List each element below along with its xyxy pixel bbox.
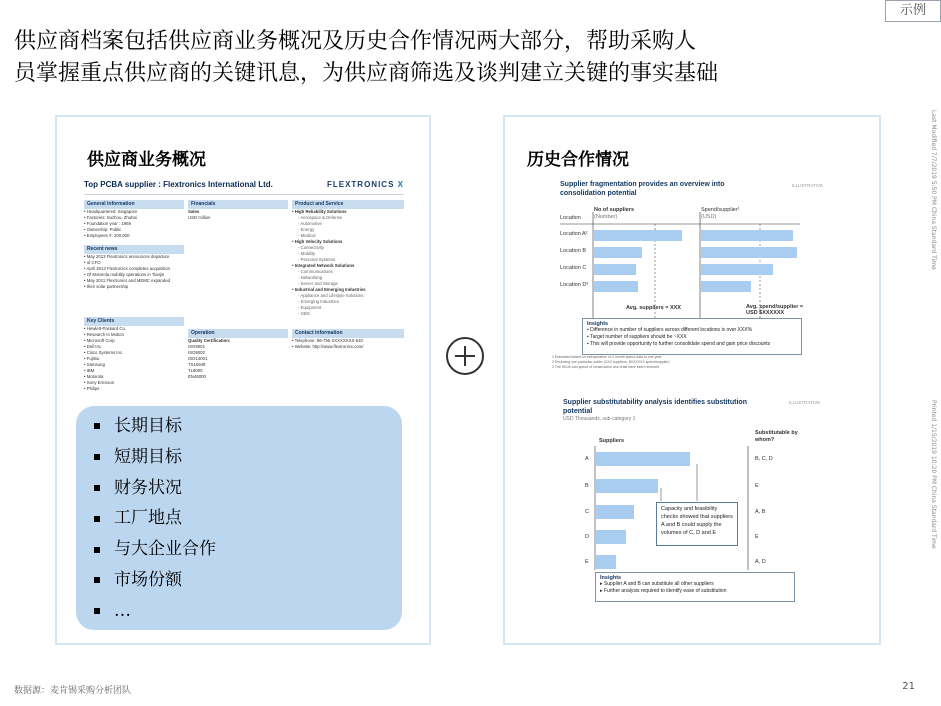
key-item-label: 长期目标: [114, 416, 182, 436]
last-modified-note: Last Modified 7/7/2019 5:50 PM China Standard Time: [930, 110, 937, 270]
business-overview-title: 供应商业务概况: [87, 150, 206, 170]
operation-list: [188, 338, 288, 380]
substitute-b: E: [755, 483, 759, 489]
key-clients-box: [84, 317, 184, 400]
financials-list: [188, 209, 288, 221]
client-line: • Research In Motion: [84, 332, 124, 337]
insight-1-3: ▪ This will provide opportunity to further consolidate spend and gain price discounts: [587, 341, 771, 347]
news-line: • Of Motorola mobility operations in Tianjin: [84, 272, 165, 277]
product-service-line: - Server and Storage: [298, 281, 338, 286]
op-line: ISO9001: [188, 344, 205, 349]
op-line: EN46000: [188, 374, 206, 379]
supplier-bar-a: [596, 452, 690, 466]
square-bullet-icon: [94, 485, 100, 491]
footnote-3: 3 The SKUs and spend of construction and retail have been removed: [552, 365, 660, 369]
product-service-line: - Medical: [298, 233, 316, 238]
substitute-c: A, B: [755, 509, 766, 515]
insights-title-2: Insights: [600, 575, 622, 581]
substitute-e: A, D: [755, 559, 766, 565]
product-service-box: [292, 200, 404, 324]
insight-1-2: ▪ Target number of suppliers should be ~XXX: [587, 334, 687, 340]
client-line: • Cisco Systems Inc.: [84, 350, 124, 355]
location-b: Location B: [560, 248, 586, 254]
col-no-suppliers: No of suppliers: [594, 207, 635, 213]
capacity-callout: Capacity and feasibility checks showed that suppliers A and B could supply the volumes of C, D and E: [656, 502, 738, 546]
square-bullet-icon: [94, 454, 100, 460]
headline: [14, 26, 874, 90]
suppliers-column-header: Suppliers: [599, 438, 625, 444]
footnote-2: 2 Excluding one particular outlier (XXX suppliers, $XXXXXX spend/supplier): [552, 360, 670, 364]
product-service-line: - Networking: [298, 275, 323, 280]
spend-bar-b: [701, 247, 797, 258]
contact-info-box: [292, 329, 404, 369]
product-service-line: - Energy: [298, 227, 315, 232]
flextronics-logo: FLEXTRONICS X: [326, 180, 404, 189]
supplier-bar-c: [596, 505, 634, 519]
recent-news-list: [84, 254, 184, 290]
illustrative-tag-2: ILLUSTRATIVE: [789, 400, 821, 405]
financials-header: Financials: [188, 200, 288, 209]
client-line: • Fujitsu: [84, 356, 100, 361]
fragmentation-chart: [552, 180, 860, 370]
spend-bar-d: [701, 281, 751, 292]
gen-line: • Factories: Suzhou, Zhuhai: [84, 215, 137, 220]
contact-line: • Telephone: 86-755 XXXXXXXX-610: [292, 338, 363, 343]
supplier-c: C: [585, 509, 589, 515]
client-line: • Hewlett-Packard Co.: [84, 326, 127, 331]
product-service-line: - Mobility: [298, 251, 316, 256]
spend-bar-a: [701, 230, 793, 241]
fragmentation-insights: [582, 318, 802, 355]
key-item-label: 工厂地点: [114, 508, 182, 529]
gen-line: • Ownership: Public: [84, 227, 122, 232]
client-line: • Samsung: [84, 362, 105, 367]
location-c: Location C: [560, 265, 587, 271]
recent-news-box: [84, 245, 184, 315]
profile-title: Top PCBA supplier : Flextronics International Ltd.: [84, 180, 273, 189]
operation-header: Operation: [188, 329, 288, 338]
client-line: • Microsoft Corp: [84, 338, 115, 343]
product-service-line: - Equipment: [298, 305, 322, 310]
headline-line-1: 供应商档案包括供应商业务概况及历史合作情况两大部分，帮助采购人: [14, 29, 697, 54]
product-service-line: - Communications: [298, 269, 333, 274]
square-bullet-icon: [94, 608, 100, 614]
illustrative-tag-1: ILLUSTRATIVE: [792, 183, 824, 188]
product-service-line: - Connectivity: [298, 245, 325, 250]
supplier-d: D: [585, 534, 589, 540]
contact-info-header: Contact information: [292, 329, 404, 338]
key-clients-list: [84, 326, 184, 392]
spend-bar-c: [701, 264, 773, 275]
substitutability-subtitle: USD Thousands, sub-category 1: [563, 416, 636, 422]
key-item-label: 财务状况: [114, 477, 182, 498]
fin-line: Sales: [188, 209, 200, 214]
key-item: [94, 442, 402, 473]
op-line: TL9000: [188, 368, 203, 373]
product-service-line: - Aerospace & Defense: [298, 215, 343, 220]
supplier-bar-d: [596, 530, 626, 544]
news-line: • May 2013 Flextronics announces departure: [84, 254, 170, 259]
example-tag: 示例: [885, 0, 941, 22]
substitute-a: B, C, D: [755, 456, 773, 462]
news-line: • April 2013 Flextronics completes acquisition: [84, 266, 171, 271]
data-source-footer: 数据源：麦肯锡采购分析团队: [14, 686, 132, 696]
client-line: • IBM: [84, 368, 95, 373]
insight-2-2: ▸ Further analysis required to identify ease of substitution: [600, 588, 727, 594]
op-line: ISO9002: [188, 350, 205, 355]
recent-news-header: Recent news: [84, 245, 184, 254]
op-line: ISO14001: [188, 356, 208, 361]
supplier-bar-b: [596, 479, 658, 493]
row-label-location: Location: [560, 215, 581, 221]
col-spend-supplier: Spend/supplier¹: [701, 207, 740, 213]
fragmentation-footnotes: [552, 355, 670, 370]
product-service-line: - Emerging Industries: [298, 299, 339, 304]
supplier-a: A: [585, 456, 589, 462]
insight-1-1: ▪ Difference in number of suppliers across different locations is over XXX%: [587, 327, 753, 333]
substitutable-column-header: Substitutable by whom?: [755, 430, 798, 443]
gen-line: • Employees #: 200,000: [84, 233, 130, 238]
client-line: • Dell Inc.: [84, 344, 103, 349]
square-bullet-icon: [94, 423, 100, 429]
insights-title-1: Insights: [587, 321, 609, 327]
col-spend-supplier-unit: (USD): [701, 214, 717, 220]
client-line: • Motorola: [84, 374, 104, 379]
product-service-line: - Automotive: [298, 221, 322, 226]
key-clients-header: Key Clients: [84, 317, 184, 326]
headline-line-2: 员掌握重点供应商的关键讯息，为供应商筛选及谈判建立关键的事实基础: [14, 61, 719, 86]
supplier-e: E: [585, 559, 589, 565]
key-item: [94, 503, 402, 534]
substitutability-title: Supplier substitutability analysis identifies substitution potential: [563, 399, 747, 415]
fragmentation-bars: [560, 202, 860, 327]
supplier-b: B: [585, 483, 589, 489]
key-item-label: …: [114, 600, 131, 621]
supplier-profile-sheet: [84, 175, 404, 400]
operation-box: [188, 329, 288, 400]
client-line: • Sony Ericsson: [84, 380, 115, 385]
profile-header: [84, 175, 404, 195]
key-item: [94, 411, 402, 442]
cooperation-history-title: 历史合作情况: [527, 150, 629, 170]
key-item: [94, 473, 402, 504]
supplier-count-bar-c: [594, 264, 636, 275]
plus-icon: [446, 337, 484, 375]
supplier-count-bar-a: [594, 230, 682, 241]
contact-line: • Website: http://www.flextronics.com/: [292, 344, 364, 349]
supplier-count-bar-d: [594, 281, 638, 292]
printed-note: Printed 1/15/2019 10:20 PM China Standard Time: [930, 400, 937, 549]
gen-line: • Foundation year : 1969: [84, 221, 131, 226]
product-service-line: - Personal Systems: [298, 257, 336, 262]
news-line: • of CFO: [84, 260, 101, 265]
key-item-label: 市场份额: [114, 569, 182, 590]
product-service-line: • Industrial and Emerging Industries: [292, 287, 366, 292]
key-item-label: 与大企业合作: [114, 539, 216, 560]
avg-spend-label: Avg. spend/supplier = USD $XXXXXX: [746, 304, 804, 316]
general-info-list: [84, 209, 184, 239]
op-line: Quality Certification:: [188, 338, 231, 343]
key-item-label: 短期目标: [114, 446, 182, 467]
product-service-line: • Integrated Network Solutions: [292, 263, 355, 268]
contact-info-list: [292, 338, 404, 350]
page-number: 21: [902, 681, 915, 692]
product-service-line: - Appliance and Lifestyle Solutions: [298, 293, 364, 298]
key-items-list: [76, 406, 402, 627]
client-line: • Philips: [84, 386, 100, 391]
news-line: • May 2011 Flextronics and MEMC expanded: [84, 278, 170, 283]
product-service-list: [292, 209, 404, 317]
square-bullet-icon: [94, 516, 100, 522]
key-items-bubble: [76, 406, 402, 630]
square-bullet-icon: [94, 577, 100, 583]
product-service-header: Product and Service: [292, 200, 404, 209]
product-service-line: • High Reliability Solutions: [292, 209, 347, 214]
avg-suppliers-label: Avg. suppliers = XXX: [626, 305, 681, 311]
key-item: [94, 565, 402, 596]
insight-2-1: ▸ Supplier A and B can substitute all other suppliers: [600, 581, 714, 587]
footnote-1: 1 Estimated based on extrapolation of X month spend data to one year: [552, 355, 662, 359]
location-d: Location D³: [560, 282, 589, 288]
general-info-header: General information: [84, 200, 184, 209]
location-a: Location A²: [560, 231, 588, 237]
fin-line: USD million: [188, 215, 211, 220]
substitute-d: E: [755, 534, 759, 540]
key-item: [94, 534, 402, 565]
substitutability-chart: [563, 398, 858, 608]
product-service-line: - GBS: [298, 311, 310, 316]
col-no-suppliers-unit: (Number): [594, 214, 618, 220]
financials-box: [188, 200, 288, 320]
news-line: • their solar partnership: [84, 284, 129, 289]
square-bullet-icon: [94, 547, 100, 553]
key-item: [94, 596, 402, 627]
gen-line: • Headquartered: Singapore: [84, 209, 138, 214]
supplier-bar-e: [596, 555, 616, 569]
substitutability-insights: [595, 572, 795, 602]
supplier-count-bar-b: [594, 247, 642, 258]
op-line: TS16949: [188, 362, 206, 367]
fragmentation-title: Supplier fragmentation provides an overview into consolidation potential: [560, 181, 725, 197]
product-service-line: • High Velocity Solutions: [292, 239, 343, 244]
